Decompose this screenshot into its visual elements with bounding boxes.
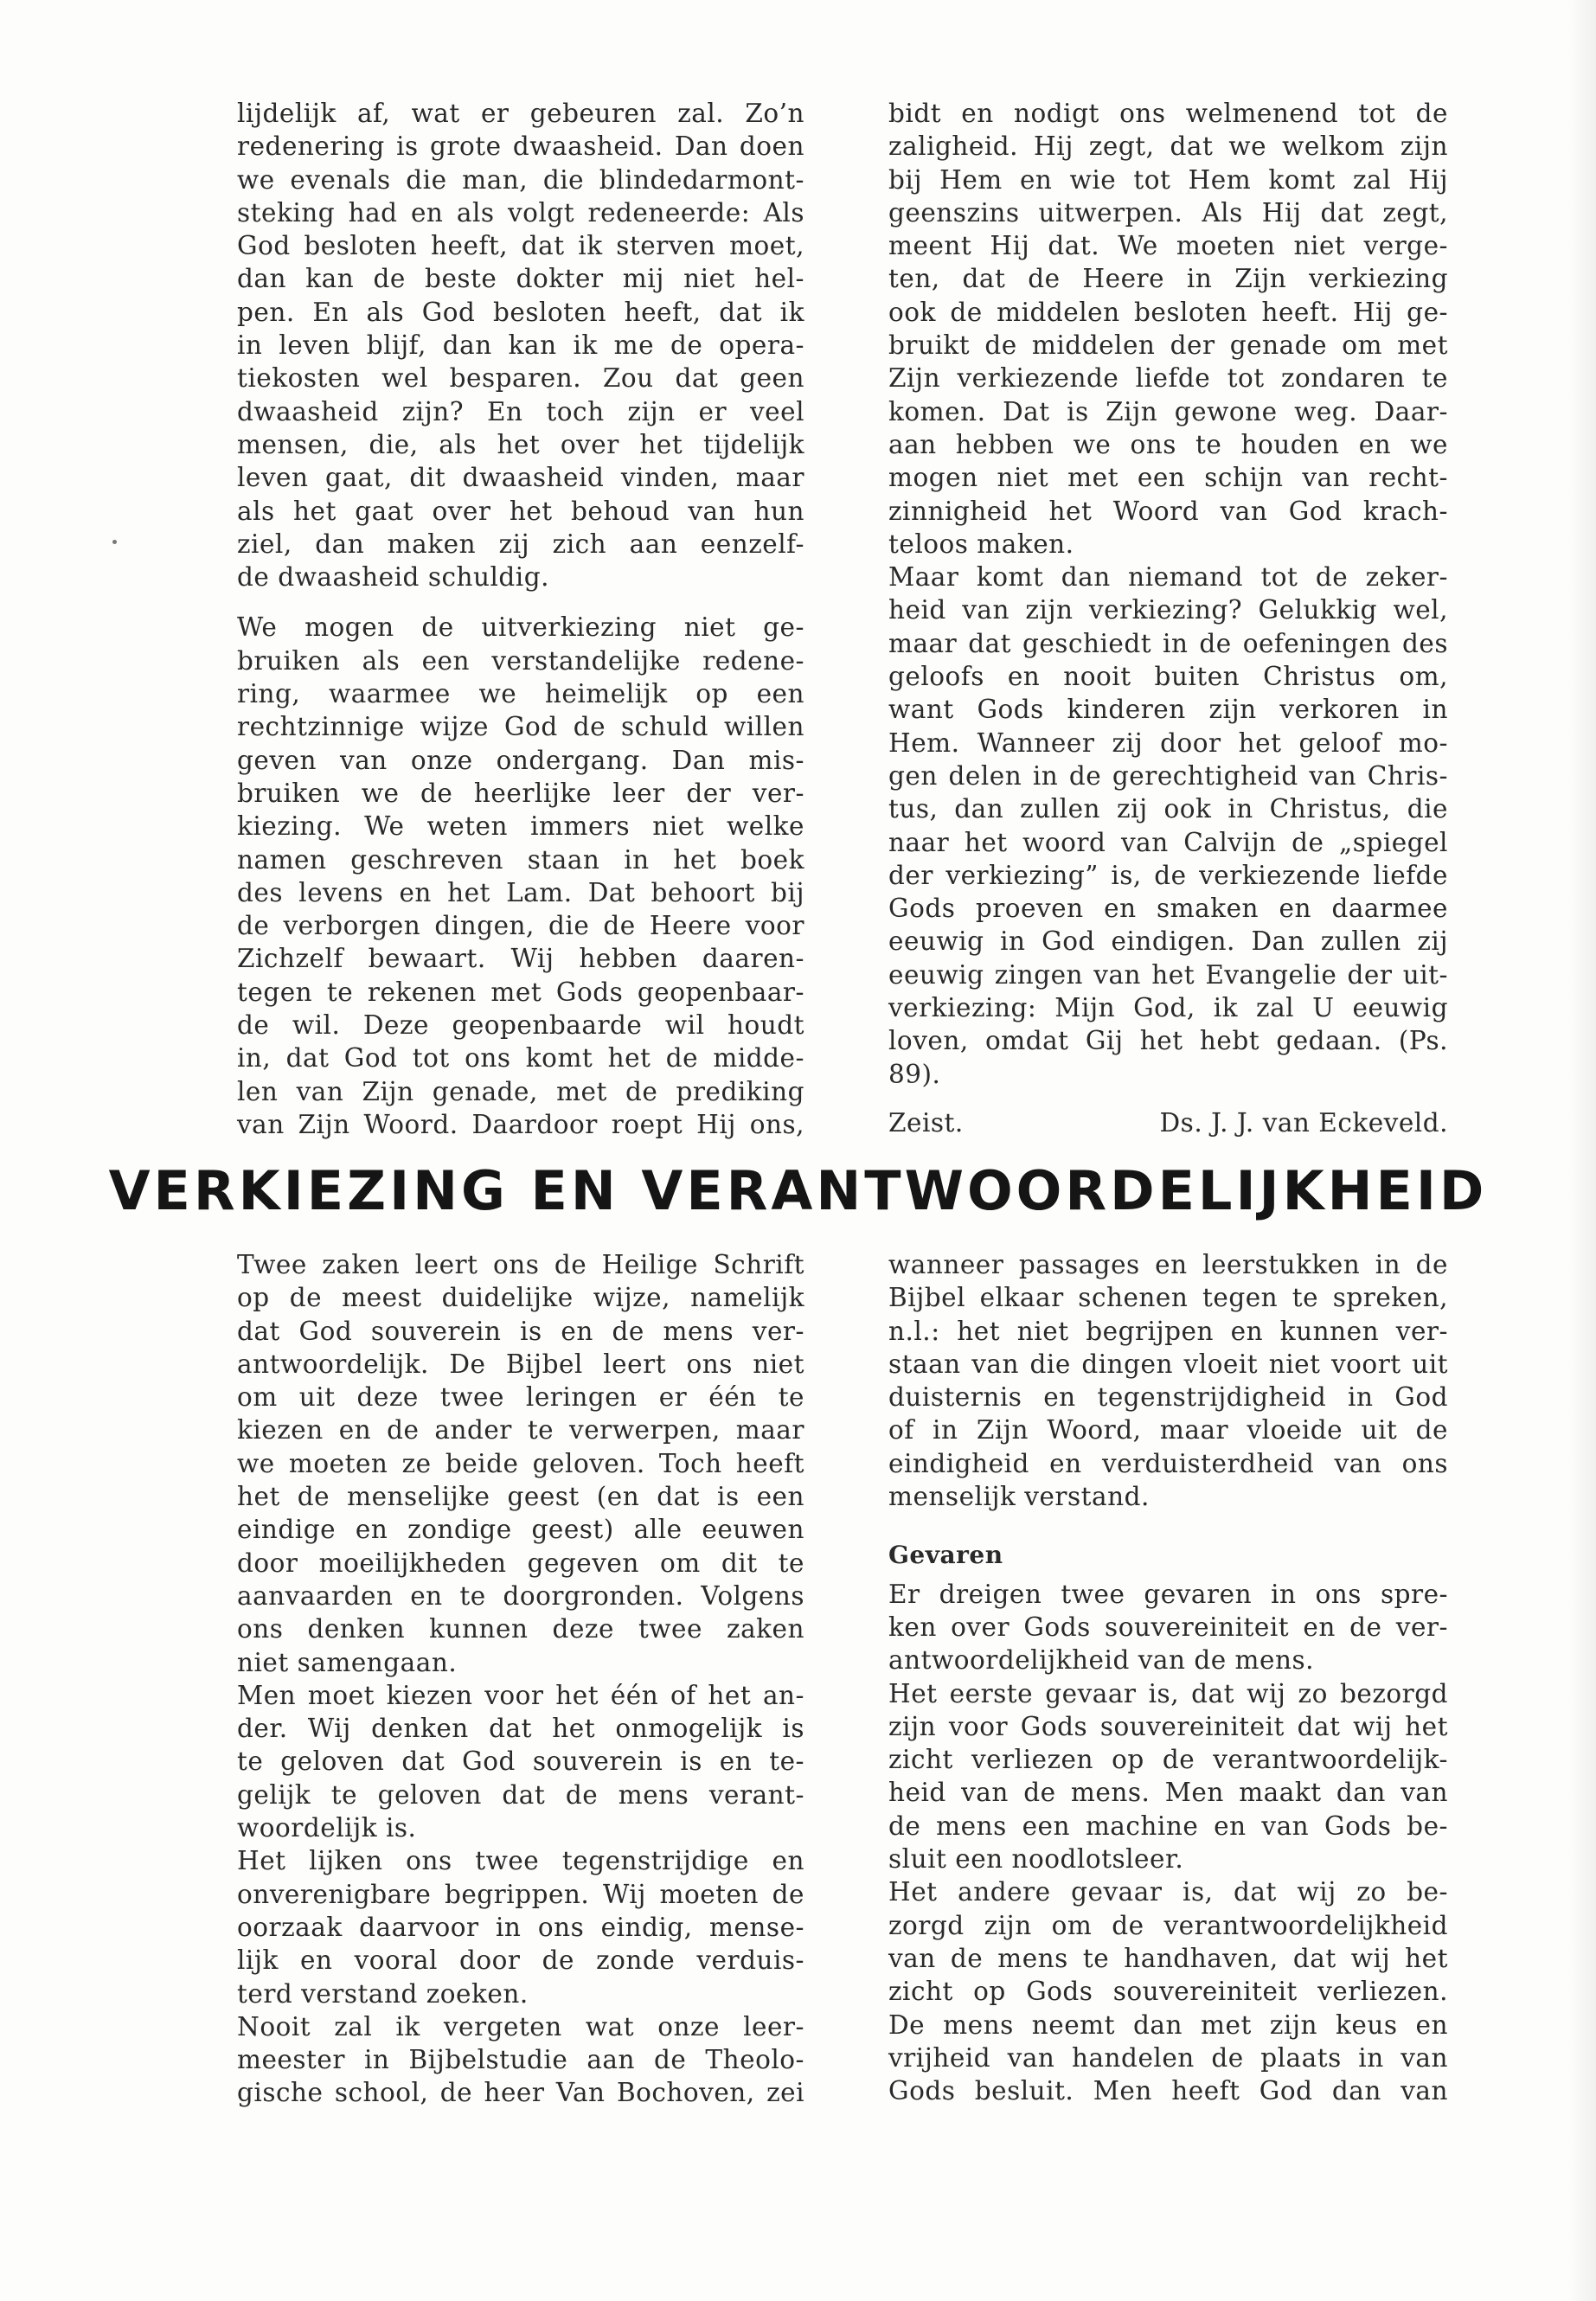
text-line: steking had en als volgt redeneerde: Als [237, 197, 804, 228]
text-line: bruiken we de heerlijke leer der ver- [237, 778, 804, 808]
text-line: door moeilijkheden gegeven om dit te [237, 1548, 804, 1578]
text-line: dan kan de beste dokter mij niet hel- [237, 264, 804, 294]
text-line: Hem. Wanneer zij door het geloof mo- [888, 727, 1448, 758]
text-line: want Gods kinderen zijn verkoren in [888, 695, 1448, 725]
text-line: namen geschreven staan in het boek [237, 844, 804, 875]
text-line: ook de middelen besloten heeft. Hij ge- [888, 297, 1448, 327]
text-line: we evenals die man, die blindedarmont- [237, 164, 804, 195]
text-line: zicht verliezen op de verantwoordelijk- [888, 1745, 1448, 1775]
text-line: Het andere gevaar is, dat wij zo be- [888, 1877, 1448, 1907]
article-headline: VERKIEZING EN VERANTWOORDELIJKHEID [108, 1159, 1488, 1222]
text-line: naar het woord van Calvijn de „spiegel [888, 827, 1448, 857]
text-line: als het gaat over het behoud van hun [237, 496, 804, 526]
text-line: verkiezing: Mijn God, ik zal U eeuwig [888, 993, 1448, 1023]
text-line: geenszins uitwerpen. Als Hij dat zegt, [888, 197, 1448, 228]
text-line: kiezing. We weten immers niet welke [237, 811, 804, 842]
text-line: Men moet kiezen voor het één of het an- [237, 1680, 804, 1710]
text-line: eeuwig in God eindigen. Dan zullen zij [888, 926, 1448, 957]
text-line: mensen, die, als het over het tijdelijk [237, 429, 804, 459]
bottom-right-column [888, 1248, 1448, 2107]
text-line: zorgd zijn om de verantwoordelijkheid [888, 1910, 1448, 1940]
text-line: niet samengaan. [237, 1647, 458, 1677]
text-line: We mogen de uitverkiezing niet ge- [237, 612, 804, 643]
text-line: Bijbel elkaar schenen tegen te spreken, [888, 1283, 1448, 1313]
text-line: dwaasheid zijn? En toch zijn er veel [237, 396, 804, 426]
text-line: sluit een noodlotsleer. [888, 1844, 1184, 1875]
text-line: Het eerste gevaar is, dat wij zo bezorgd [888, 1678, 1448, 1708]
text-line: zinnigheid het Woord van God krach- [888, 496, 1448, 526]
text-line: van Zijn Woord. Daardoor roept Hij ons, [237, 1109, 804, 1139]
signature [888, 1106, 1448, 1139]
text-line: zaligheid. Hij zegt, dat we welkom zijn [888, 131, 1448, 162]
text-line: woordelijk is. [237, 1813, 417, 1843]
top-right-column [888, 97, 1448, 1139]
text-line: pen. En als God besloten heeft, dat ik [237, 297, 804, 327]
text-line: ken over Gods souvereiniteit en de ver- [888, 1612, 1448, 1642]
text-line: der verkiezing” is, de verkiezende liefde [888, 860, 1448, 890]
text-line: antwoordelijkheid van de mens. [888, 1645, 1314, 1676]
text-line: De mens neemt dan met zijn keus en [888, 2009, 1448, 2040]
text-line: gelijk te geloven dat de mens verant- [237, 1779, 804, 1810]
text-line: antwoordelijk. De Bijbel leert ons niet [237, 1349, 804, 1379]
text-line: Twee zaken leert ons de Heilige Schrift [237, 1250, 804, 1279]
text-line: Er dreigen twee gevaren in ons spre- [888, 1579, 1448, 1609]
text-line: het de menselijke geest (en dat is een [237, 1482, 804, 1512]
text-line: om uit deze twee leringen er één te [237, 1382, 804, 1413]
text-line: gen delen in de gerechtigheid van Chris- [888, 760, 1448, 791]
paragraph [888, 1875, 1448, 2107]
text-line: mogen niet met een schijn van recht- [888, 463, 1448, 493]
text-line: wanneer passages en leerstukken in de [888, 1250, 1448, 1279]
text-line: terd verstand zoeken. [237, 1978, 529, 2009]
text-line: bruiken als een verstandelijke redene- [237, 645, 804, 676]
text-line: staan van die dingen vloeit niet voort uit [888, 1349, 1448, 1379]
margin-mark [112, 540, 117, 544]
text-line: Zijn verkiezende liefde tot zondaren te [888, 363, 1448, 394]
text-line: len van Zijn genade, met de prediking [237, 1076, 804, 1106]
paragraph [237, 1679, 804, 1844]
paragraph [888, 561, 1448, 1091]
text-line: tiekosten wel besparen. Zou dat geen [237, 363, 804, 394]
text-line: geven van onze ondergang. Dan mis- [237, 745, 804, 775]
text-line: Nooit zal ik vergeten wat onze leer- [237, 2011, 804, 2041]
text-line: onverenigbare begrippen. Wij moeten de [237, 1879, 804, 1909]
paragraph [888, 1677, 1448, 1876]
text-line: des levens en het Lam. Dat behoort bij [237, 877, 804, 907]
text-line: in, dat God tot ons komt het de midde- [237, 1043, 804, 1074]
text-line: lijk en vooral door de zonde verduis- [237, 1945, 804, 1976]
signature-place: Zeist. [888, 1107, 964, 1138]
paragraph [888, 1248, 1448, 1513]
text-line: bidt en nodigt ons welmenend tot de [888, 99, 1448, 128]
text-line: God besloten heeft, dat ik sterven moet, [237, 231, 804, 261]
text-line: heid van de mens. Men maakt dan van [888, 1778, 1448, 1808]
text-line: de dwaasheid schuldig. [237, 562, 549, 593]
text-line: 89). [888, 1059, 941, 1089]
text-line: Zichzelf bewaart. Wij hebben daaren- [237, 944, 804, 974]
text-line: bij Hem en wie tot Hem komt zal Hij [888, 164, 1448, 195]
text-line: te geloven dat God souverein is en te- [237, 1747, 804, 1777]
paragraph [888, 1578, 1448, 1677]
text-line: aanvaarden en te doorgronden. Volgens [237, 1580, 804, 1611]
text-line: vrijheid van handelen de plaats in van [888, 2042, 1448, 2073]
text-line: geloofs en nooit buiten Christus om, [888, 662, 1448, 692]
bottom-left-column [237, 1248, 804, 2110]
text-line: leven gaat, dit dwaasheid vinden, maar [237, 463, 804, 493]
text-line: de wil. Deze geopenbaarde wil houdt [237, 1010, 804, 1041]
text-line: ons denken kunnen deze twee zaken [237, 1614, 804, 1644]
text-line: tegen te rekenen met Gods geopenbaar- [237, 977, 804, 1007]
text-line: in leven blijf, dan kan ik me de opera- [237, 330, 804, 361]
text-line: Gods proeven en smaken en daarmee [888, 894, 1448, 924]
text-line: zicht op Gods souvereiniteit verliezen. [888, 1977, 1448, 2007]
text-line: komen. Dat is Zijn gewone weg. Daar- [888, 396, 1448, 426]
page-edge-shadow [1568, 0, 1596, 2301]
text-line: Maar komt dan niemand tot de zeker- [888, 562, 1448, 593]
text-line: eeuwig zingen van het Evangelie der uit- [888, 959, 1448, 990]
paragraph [237, 1844, 804, 2009]
top-left-column [237, 97, 804, 1141]
text-line: ten, dat de Heere in Zijn verkiezing [888, 264, 1448, 294]
signature-author: Ds. J. J. van Eckeveld. [1159, 1107, 1448, 1138]
text-line: van de mens te handhaven, dat wij het [888, 1943, 1448, 1973]
text-line: menselijk verstand. [888, 1482, 1150, 1512]
text-line: op de meest duidelijke wijze, namelijk [237, 1283, 804, 1313]
text-line: meent Hij dat. We moeten niet verge- [888, 231, 1448, 261]
text-line: tus, dan zullen zij ook in Christus, die [888, 794, 1448, 824]
paragraph [237, 2010, 804, 2110]
text-line: de verborgen dingen, die de Heere voor [237, 911, 804, 941]
text-line: teloos maken. [888, 529, 1074, 559]
text-line: heid van zijn verkiezing? Gelukkig wel, [888, 595, 1448, 625]
text-line: kiezen en de ander te verwerpen, maar [237, 1415, 804, 1445]
text-line: redenering is grote dwaasheid. Dan doen [237, 131, 804, 162]
text-line: eindige en zondige geest) alle eeuwen [237, 1515, 804, 1545]
text-line: loven, omdat Gij het hebt gedaan. (Ps. [888, 1026, 1448, 1056]
text-line: der. Wij denken dat het onmogelijk is [237, 1714, 804, 1744]
text-line: duisternis en tegenstrijdigheid in God [888, 1382, 1448, 1413]
text-line: dat God souverein is en de mens ver- [237, 1316, 804, 1346]
text-line: zijn voor Gods souvereiniteit dat wij het [888, 1711, 1448, 1741]
text-line: bruikt de middelen der genade om met [888, 330, 1448, 361]
paragraph [237, 97, 804, 593]
text-line: Gods besluit. Men heeft God dan van [888, 2076, 1448, 2106]
text-line: ring, waarmee we heimelijk op een [237, 679, 804, 709]
paragraph [888, 97, 1448, 561]
text-line: meester in Bijbelstudie aan de Theolo- [237, 2045, 804, 2075]
text-line: n.l.: het niet begrijpen en kunnen ver- [888, 1316, 1448, 1346]
text-line: of in Zijn Woord, maar vloeide uit de [888, 1415, 1448, 1445]
section-subhead: Gevaren [888, 1541, 1003, 1570]
text-line: Het lijken ons twee tegenstrijdige en [237, 1846, 804, 1876]
text-line: rechtzinnige wijze God de schuld willen [237, 712, 804, 742]
text-line: ziel, dan maken zij zich aan eenzelf- [237, 529, 804, 559]
text-line: aan hebben we ons te houden en we [888, 429, 1448, 459]
text-line: lijdelijk af, wat er gebeuren zal. Zo’n [237, 99, 804, 128]
text-line: we moeten ze beide geloven. Toch heeft [237, 1448, 804, 1478]
text-line: de mens een machine en van Gods be- [888, 1811, 1448, 1841]
text-line: gische school, de heer Van Bochoven, zei [237, 2078, 804, 2108]
paragraph [237, 611, 804, 1141]
paragraph [237, 1248, 804, 1679]
text-line: maar dat geschiedt in de oefeningen des [888, 628, 1448, 658]
text-line: eindigheid en verduisterdheid van ons [888, 1448, 1448, 1478]
text-line: oorzaak daarvoor in ons eindig, mense- [237, 1912, 804, 1942]
